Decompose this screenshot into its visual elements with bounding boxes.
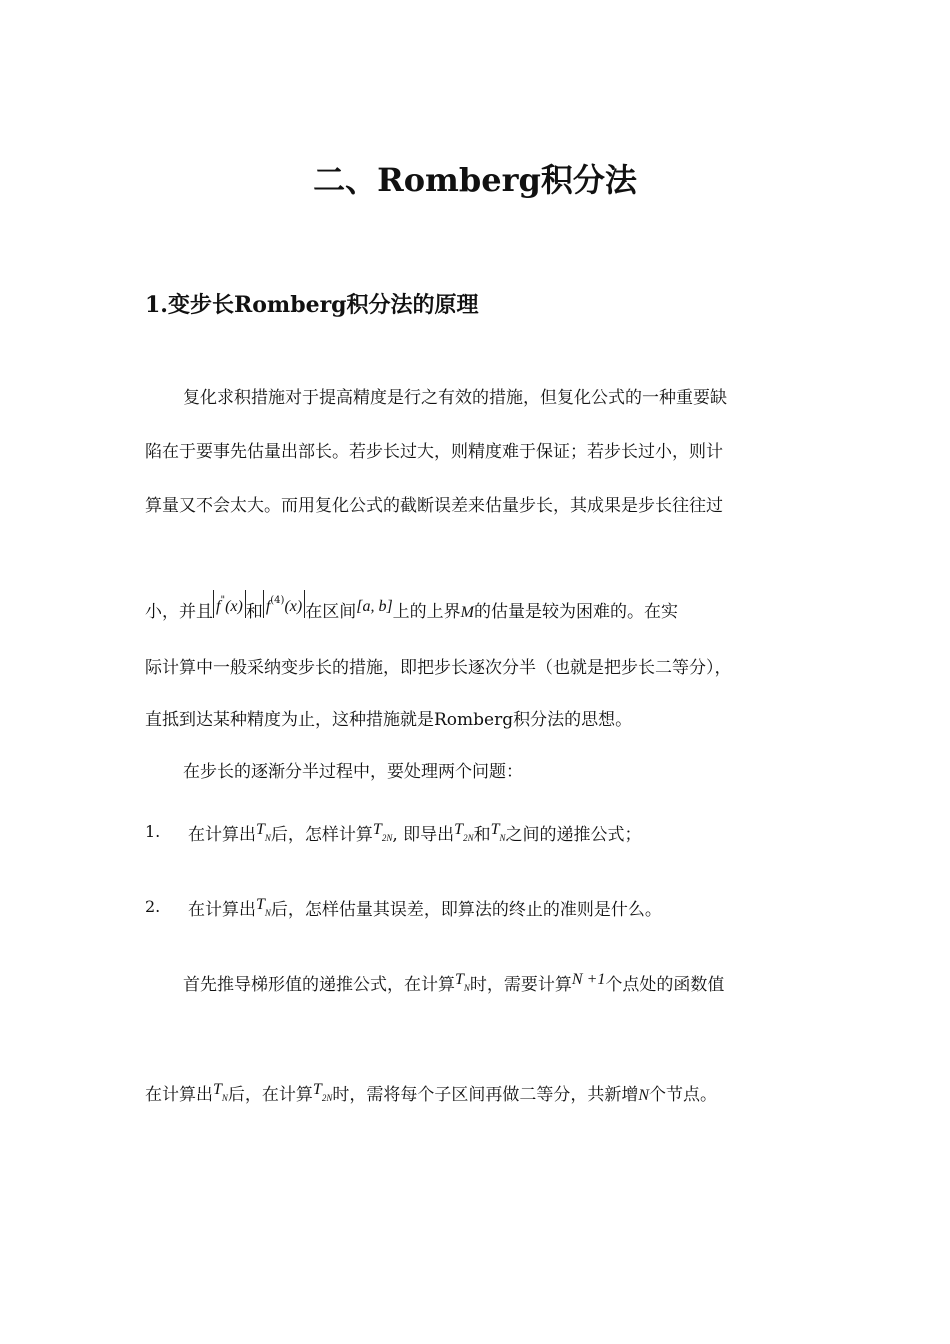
text-run: 首先推导梯形值的递推公式，在计算 <box>183 975 455 995</box>
math-interval: [a, b] <box>356 598 393 615</box>
list-item-2 <box>188 893 662 925</box>
paragraph-line: 际计算中一般采纳变步长的措施，即把步长逐次分半（也就是把步长二等分）， <box>145 658 732 678</box>
text-run: , 即导出 <box>392 825 455 845</box>
paragraph-line: 陷在于要事先估量出部长。若步长过大，则精度难于保证；若步长过小，则计 <box>145 442 723 462</box>
text-run: 后，怎样估量其误差，即算法的终止的准则是什么。 <box>270 900 662 920</box>
math-subscript: N <box>499 833 506 843</box>
paragraph-line: 直抵到达某种精度为止，这种措施就是Romberg积分法的思想。 <box>145 710 633 730</box>
math-subscript: 2N <box>463 833 474 843</box>
math-symbol: N <box>638 1087 650 1104</box>
math-expression: N +1 <box>571 971 606 988</box>
text-run: 后，在计算 <box>227 1085 313 1105</box>
math-symbol: (x) <box>284 598 303 615</box>
paragraph-line: 在步长的逐渐分半过程中，要处理两个问题： <box>183 762 523 782</box>
section-heading: 1.变步长Romberg积分法的原理 <box>145 292 479 318</box>
list-number: 2. <box>145 897 161 916</box>
page-title: 二、Romberg积分法 <box>313 161 637 199</box>
text-run: 小，并且 <box>145 602 213 622</box>
text-run: 个点处的函数值 <box>605 975 725 995</box>
math-symbol: T <box>455 971 464 988</box>
math-symbol: T <box>213 1081 222 1098</box>
text-run: 在区间 <box>305 602 357 622</box>
math-symbol: M <box>460 604 474 621</box>
abs-second-derivative <box>213 590 246 618</box>
text-run: 在计算出 <box>145 1085 213 1105</box>
list-item-1 <box>188 818 642 850</box>
paragraph-line <box>183 968 724 1000</box>
math-superscript: (4) <box>270 595 285 606</box>
math-symbol: T <box>490 821 500 838</box>
math-symbol: f <box>216 598 221 615</box>
paragraph-line: 复化求积措施对于提高精度是行之有效的措施，但复化公式的一种重要缺 <box>183 388 727 408</box>
math-subscript: 2N <box>321 1093 333 1103</box>
abs-fourth-derivative <box>263 590 305 618</box>
math-subscript: N <box>221 1093 228 1103</box>
math-subscript: N <box>264 833 271 843</box>
text-run: 的估量是较为困难的。在实 <box>474 602 678 622</box>
text-run: 和 <box>473 825 491 845</box>
math-symbol: T <box>372 821 382 838</box>
math-symbol: T <box>256 896 265 913</box>
text-run: 在计算出 <box>188 825 256 845</box>
text-run: 上的上界 <box>392 602 461 622</box>
text-run: 后，怎样计算 <box>270 825 373 845</box>
math-subscript: 2N <box>381 833 393 843</box>
text-run: 个节点。 <box>649 1085 718 1105</box>
paragraph-line-with-formula <box>145 590 678 625</box>
math-symbol: T <box>256 821 265 838</box>
paragraph-line: 算量又不会太大。而用复化公式的截断误差来估量步长，其成果是步长往往过 <box>145 496 723 516</box>
list-number: 1. <box>145 822 161 841</box>
math-symbol: T <box>312 1081 322 1098</box>
text-run: 时，需将每个子区间再做二等分，共新增 <box>332 1085 639 1105</box>
paragraph-line <box>145 1078 717 1110</box>
text-run: 在计算出 <box>188 900 256 920</box>
text-run: 和 <box>245 602 263 622</box>
math-symbol: f <box>265 598 271 615</box>
text-run: 时，需要计算 <box>469 975 572 995</box>
text-run: 之间的递推公式； <box>505 825 642 845</box>
math-subscript: N <box>463 983 470 993</box>
math-symbol: T <box>454 821 464 838</box>
math-symbol: (x) <box>225 598 243 615</box>
math-superscript: " <box>220 595 226 606</box>
math-subscript: N <box>264 908 271 918</box>
